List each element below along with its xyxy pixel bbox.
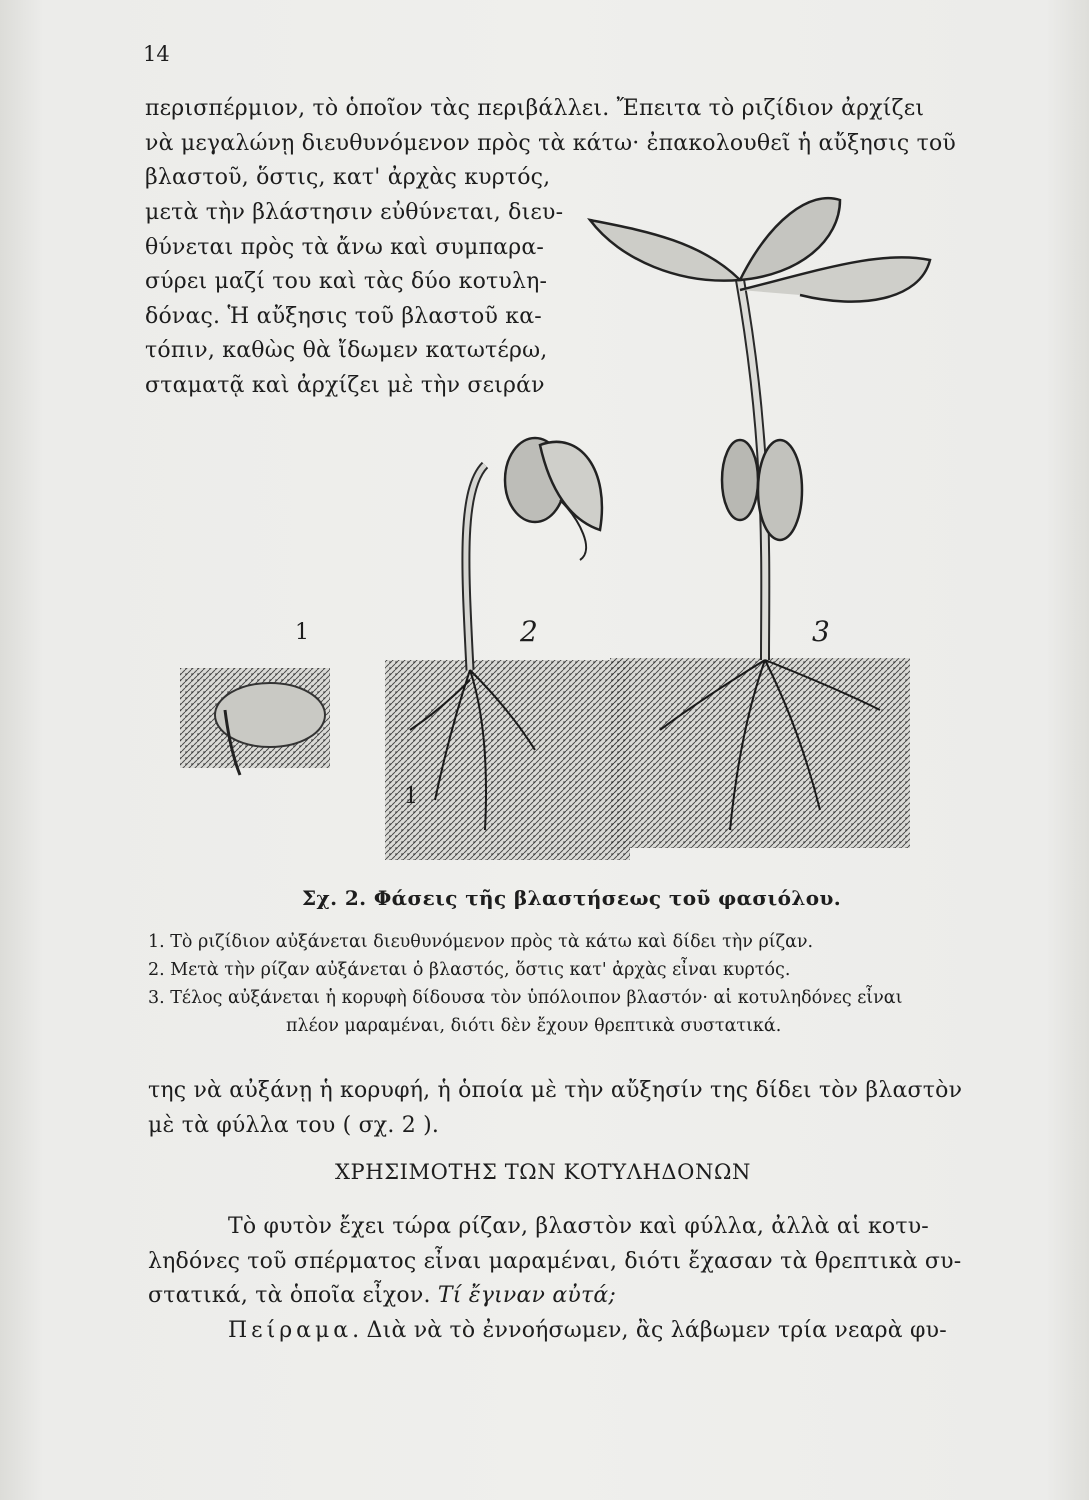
- caption-item-3-cont: πλέον μαραμέναι, διότι δὲν ἔχουν θρεπτικὰ συστατικά.: [286, 1016, 782, 1036]
- figure-label-1: 1: [295, 620, 309, 645]
- text-line: μετὰ τὴν βλάστησιν εὐθύνεται, διευ-: [145, 200, 564, 225]
- page-number: 14: [143, 42, 170, 66]
- stage-1-seed: [180, 668, 330, 775]
- caption-item-3: 3. Τέλος αὐξάνεται ἡ κορυφὴ δίδουσα τὸν ὑπόλοιπον βλαστόν· αἱ κοτυληδόνες εἶναι: [148, 988, 903, 1008]
- figure-label-2: 2: [520, 615, 538, 648]
- text-segment: . Διὰ νὰ τὸ ἐννοήσωμεν, ἂς λάβωμεν τρία νεαρὰ φυ-: [352, 1317, 947, 1343]
- text-line: μὲ τὰ φύλλα του ( σχ. 2 ).: [148, 1112, 440, 1138]
- text-line: [148, 1279, 961, 1314]
- stage-3-plant: [590, 198, 930, 848]
- text-line: τόπιν, καθὼς θὰ ἴδωμεν κατωτέρω,: [145, 338, 548, 363]
- text-line: σταματᾷ καὶ ἀρχίζει μὲ τὴν σειράν: [145, 372, 545, 398]
- text-line: βλαστοῦ, ὅστις, κατ' ἀρχὰς κυρτός,: [145, 165, 551, 190]
- text-line: νὰ μεγαλώνῃ διευθυνόμενον πρὸς τὰ κάτω· ἐπακολουθεῖ ἡ αὔξησις τοῦ: [145, 130, 956, 156]
- text-line: Τὸ φυτὸν ἔχει τώρα ρίζαν, βλαστὸν καὶ φύλλα, ἀλλὰ αἱ κοτυ-: [228, 1214, 929, 1239]
- text-segment: στατικά, τὰ ὁποῖα εἶχον.: [148, 1283, 438, 1308]
- caption-item-2: 2. Μετὰ τὴν ρίζαν αὐξάνεται ὁ βλαστός, ὅστις κατ' ἀρχὰς εἶναι κυρτός.: [148, 960, 791, 980]
- paragraph-intro: [145, 92, 956, 196]
- paragraph-cotyledons: [148, 1210, 961, 1348]
- caption-item-1: 1. Τὸ ριζίδιον αὐξάνεται διευθυνόμενον πρὸς τὰ κάτω καὶ δίδει τὴν ρίζαν.: [148, 932, 814, 952]
- figure-caption-title: Σχ. 2. Φάσεις τῆς βλαστήσεως τοῦ φασιόλου.: [302, 886, 842, 910]
- figure-label-3: 3: [812, 615, 830, 648]
- text-line: θύνεται πρὸς τὰ ἄνω καὶ συμπαρα-: [145, 234, 545, 260]
- text-line: της νὰ αὐξάνῃ ἡ κορυφή, ἡ ὁποία μὲ τὴν αὔξησίν της δίδει τὸν βλαστὸν: [148, 1078, 963, 1103]
- stage-2-seedling: [385, 438, 630, 860]
- text-line: περισπέρμιον, τὸ ὁποῖον τὰς περιβάλλει. Ἔπειτα τὸ ριζίδιον ἀρχίζει: [145, 96, 925, 121]
- text-line: σύρει μαζί του καὶ τὰς δύο κοτυλη-: [145, 269, 548, 294]
- text-line: ληδόνες τοῦ σπέρματος εἶναι μαραμέναι, διότι ἔχασαν τὰ θρεπτικὰ συ-: [148, 1248, 962, 1274]
- figure-caption-list: [148, 928, 902, 1040]
- text-line: δόνας. Ἡ αὔξησις τοῦ βλαστοῦ κα-: [145, 303, 542, 329]
- figure-label-1-bottom: 1: [404, 784, 418, 809]
- bean-germination-illustration: [140, 190, 940, 870]
- paragraph-continuation: [148, 1074, 962, 1143]
- section-heading: ΧΡΗΣΙΜΟΤΗΣ ΤΩΝ ΚΟΤΥΛΗΔΟΝΩΝ: [335, 1160, 751, 1184]
- text-line: [148, 1314, 961, 1349]
- experiment-label: Πείραμα: [228, 1317, 353, 1343]
- question-text: Τί ἔγιναν αὐτά;: [437, 1283, 616, 1308]
